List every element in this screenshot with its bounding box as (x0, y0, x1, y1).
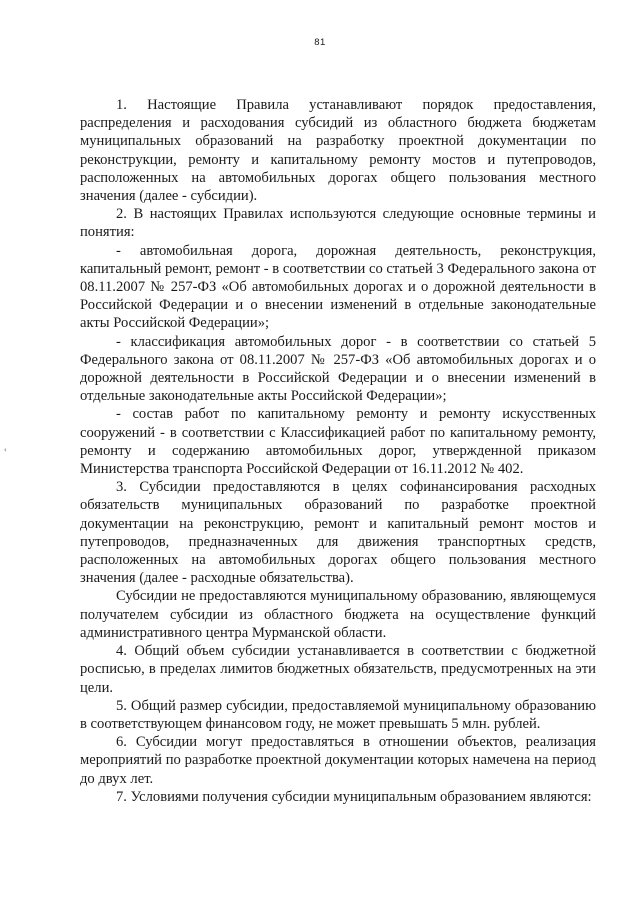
document-body (80, 96, 596, 806)
paragraph-term-road: - автомобильная дорога, дорожная деятельность, реконструкция, капитальный ремонт, ремонт - в соответствии со статьей 3 Федерального закона от 08.11.2007 № 257-ФЗ «Об автомобильных дорогах и о дорожной деятельности в Российской Федерации и о внесении изменений в отдельные законодательные акты Российской Федерации»; (80, 242, 596, 332)
paragraph-6: 6. Субсидии могут предоставляться в отношении объектов, реализация мероприятий по разработке проектной документации которых намечена на период до двух лет. (80, 734, 596, 787)
paragraph-term-classification: - классификация автомобильных дорог - в соответствии со статьей 5 Федерального закона от 08.11.2007 № 257-ФЗ «Об автомобильных дорогах и о дорожной деятельности в Российской Федерации и о внесении изменений в отдельные законодательные акты Российской Федерации»; (80, 333, 596, 405)
paragraph-2: 2. В настоящих Правилах используются следующие основные термины и понятия: (80, 206, 596, 241)
paragraph-3-exclusion: Субсидии не предоставляются муниципальному образованию, являющемуся получателем субсидии из областного бюджета на осуществление функций административного центра Мурманской области. (80, 588, 596, 641)
margin-mark: ‹ (4, 445, 7, 454)
paragraph-1: 1. Настоящие Правила устанавливают порядок предоставления, распределения и расходования субсидий из областного бюджета бюджетам муниципальных образований на разработку проектной документации по реконструкции, ремонту и капитальному ремонту мостов и путепроводов, расположенных на автомобильных дорогах общего пользования местного значения (далее - субсидии). (80, 97, 596, 205)
paragraph-term-works: - состав работ по капитальному ремонту и ремонту искусственных сооружений - в соответствии с Классификацией работ по капитальному ремонту, ремонту и содержанию автомобильных дорог, утвержденной приказом Министерства транспорта Российской Федерации от 16.11.2012 № 402. (80, 406, 596, 478)
page-number: 81 (314, 37, 326, 48)
paragraph-4: 4. Общий объем субсидии устанавливается в соответствии с бюджетной росписью, в пределах лимитов бюджетных обязательств, предусмотренных на эти цели. (80, 643, 596, 696)
paragraph-5: 5. Общий размер субсидии, предоставляемой муниципальному образованию в соответствующем финансовом году, не может превышать 5 млн. рублей. (80, 697, 596, 732)
paragraph-3: 3. Субсидии предоставляются в целях софинансирования расходных обязательств муниципальных образований по разработке проектной документации на реконструкцию, ремонт и капитальный ремонт мостов и путепроводов, предназначенных для движения транспортных средств, расположенных на автомобильных дорогах общего пользования местного значения (далее - расходные обязательства). (80, 479, 596, 587)
paragraph-7: 7. Условиями получения субсидии муниципальным образованием являются: (116, 788, 592, 805)
